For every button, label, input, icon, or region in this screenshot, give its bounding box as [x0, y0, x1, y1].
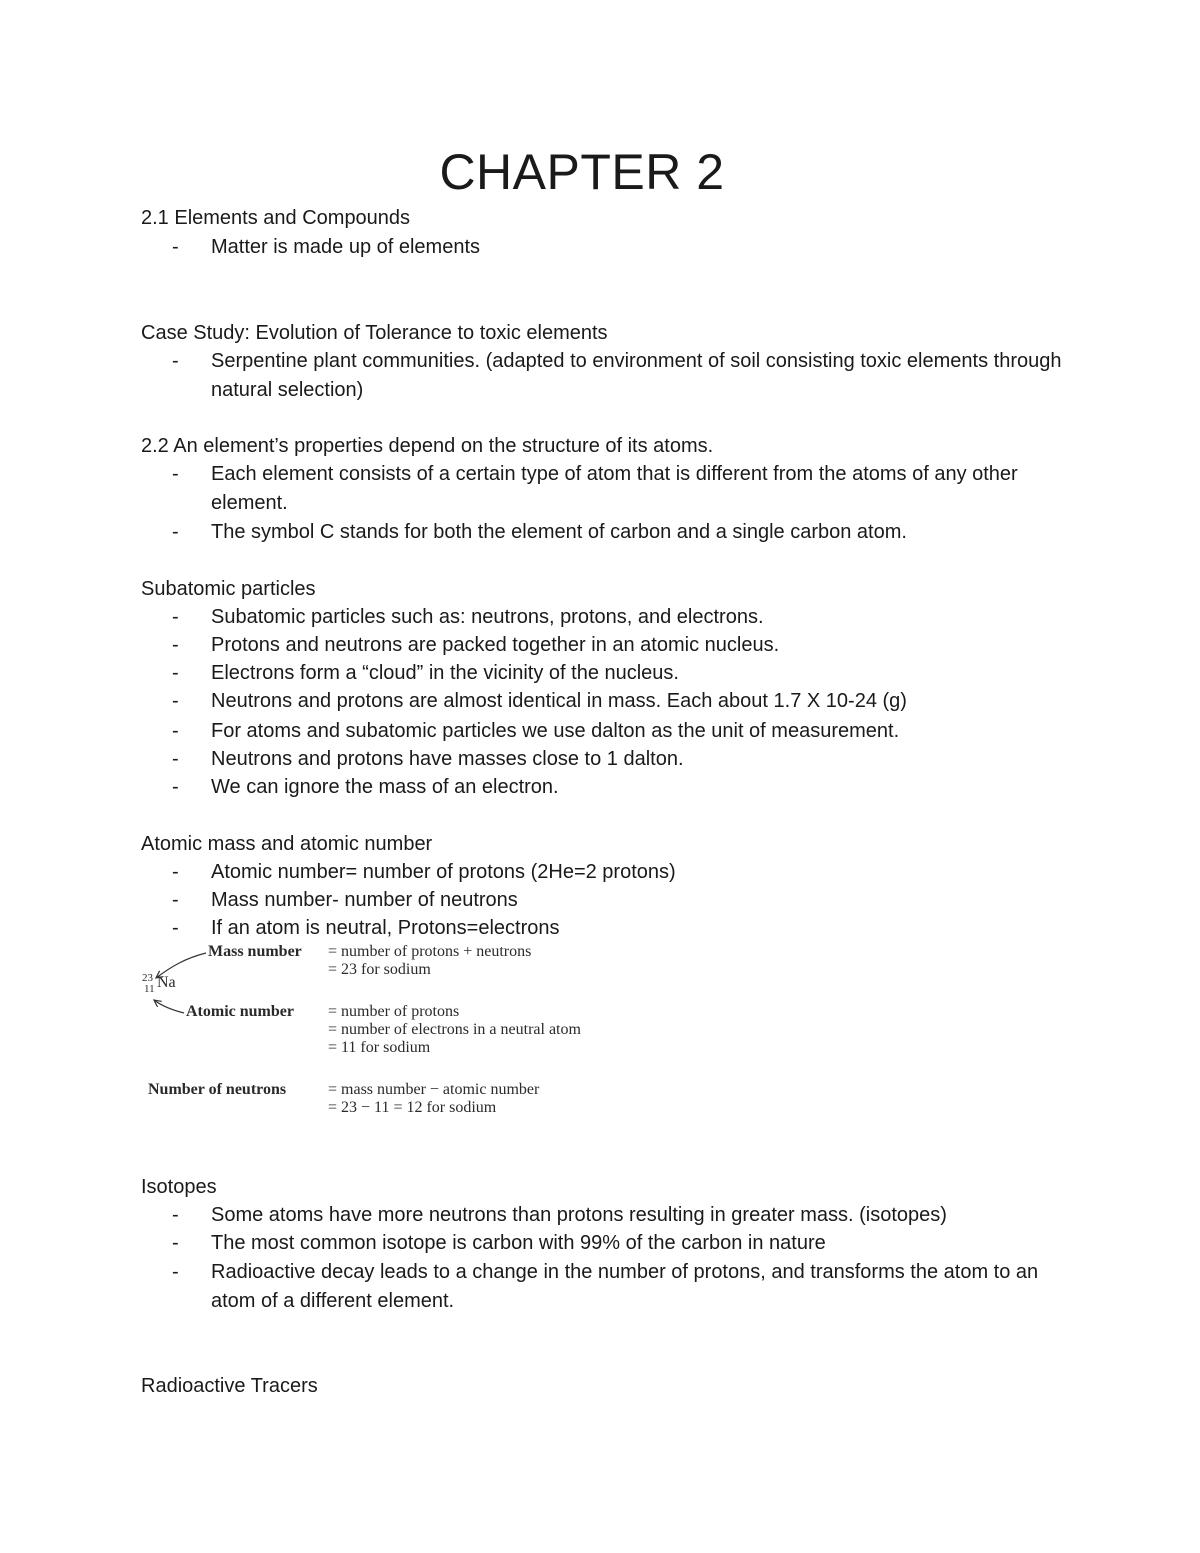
- list-item-text: The most common isotope is carbon with 99% of the carbon in nature: [211, 1232, 826, 1254]
- bullet-marker: -: [172, 748, 179, 770]
- bullet-marker: -: [172, 1261, 179, 1283]
- atomic-number-arrow: [154, 1000, 184, 1013]
- bullet-marker: -: [172, 776, 179, 798]
- section-heading: Subatomic particles: [141, 578, 316, 600]
- mass-number-label: Mass number: [208, 943, 302, 960]
- mass-number-value: = 23 for sodium: [328, 961, 431, 978]
- neutrons-label: Number of neutrons: [148, 1081, 287, 1098]
- list-item-text: Protons and neutrons are packed together in an atomic nucleus.: [211, 634, 780, 656]
- list-item-text: Some atoms have more neutrons than protons resulting in greater mass. (isotopes): [211, 1204, 947, 1226]
- atomic-number-label: Atomic number: [186, 1003, 294, 1020]
- list-item-text: Electrons form a “cloud” in the vicinity of the nucleus.: [211, 662, 679, 684]
- section-heading: 2.1 Elements and Compounds: [141, 207, 411, 229]
- bullet-marker: -: [172, 463, 179, 485]
- list-item-text: For atoms and subatomic particles we use dalton as the unit of measurement.: [211, 720, 900, 742]
- bullet-marker: -: [172, 1204, 179, 1226]
- list-item-text: Each element consists of a certain type of atom that is different from the atoms of any other element.: [211, 463, 1018, 514]
- list-item-text: We can ignore the mass of an electron.: [211, 776, 559, 798]
- neutrons-value: = 23 − 11 = 12 for sodium: [328, 1099, 497, 1116]
- sodium-atom-figure: [140, 938, 660, 1128]
- section-heading: Isotopes: [141, 1176, 217, 1198]
- bullet-marker: -: [172, 720, 179, 742]
- list-item-text: Matter is made up of elements: [211, 236, 481, 258]
- list-item-text: If an atom is neutral, Protons=electrons: [211, 917, 560, 939]
- atomic-number-value: = 11 for sodium: [328, 1039, 431, 1056]
- bullet-marker: -: [172, 690, 179, 712]
- bullet-marker: -: [172, 889, 179, 911]
- atomic-number-def2: = number of electrons in a neutral atom: [328, 1021, 581, 1038]
- symbol-atomic-number: 11: [144, 983, 155, 995]
- bullet-marker: -: [172, 606, 179, 628]
- bullet-marker: -: [172, 1232, 179, 1254]
- list-item-text: Radioactive decay leads to a change in the number of protons, and transforms the atom to an atom of a different element.: [211, 1261, 1039, 1312]
- list-item-text: Subatomic particles such as: neutrons, protons, and electrons.: [211, 606, 764, 628]
- list-item-text: Neutrons and protons have masses close to 1 dalton.: [211, 748, 684, 770]
- section-heading: Radioactive Tracers: [141, 1375, 318, 1397]
- list-item-text: Atomic number= number of protons (2He=2 protons): [211, 861, 676, 883]
- bullet-marker: -: [172, 634, 179, 656]
- neutrons-def: = mass number − atomic number: [328, 1081, 540, 1098]
- bullet-marker: -: [172, 917, 179, 939]
- bullet-marker: -: [172, 236, 179, 258]
- section-heading: Case Study: Evolution of Tolerance to toxic elements: [141, 322, 608, 344]
- element-symbol: Na: [157, 974, 176, 991]
- bullet-marker: -: [172, 861, 179, 883]
- list-item-text: The symbol C stands for both the element of carbon and a single carbon atom.: [211, 521, 907, 543]
- mass-number-def: = number of protons + neutrons: [328, 943, 532, 960]
- bullet-marker: -: [172, 521, 179, 543]
- bullet-marker: -: [172, 350, 179, 372]
- atomic-number-def: = number of protons: [328, 1003, 460, 1020]
- list-item-text: Mass number- number of neutrons: [211, 889, 518, 911]
- list-item-text: Serpentine plant communities. (adapted to environment of soil consisting toxic elements through natural selection): [211, 350, 1062, 401]
- bullet-marker: -: [172, 662, 179, 684]
- section-heading: 2.2 An element’s properties depend on the structure of its atoms.: [141, 435, 714, 457]
- list-item-text: Neutrons and protons are almost identical in mass. Each about 1.7 X 10-24 (g): [211, 690, 907, 712]
- section-heading: Atomic mass and atomic number: [141, 833, 433, 855]
- page-title: CHAPTER 2: [439, 144, 725, 200]
- symbol-mass-number: 23: [142, 972, 153, 984]
